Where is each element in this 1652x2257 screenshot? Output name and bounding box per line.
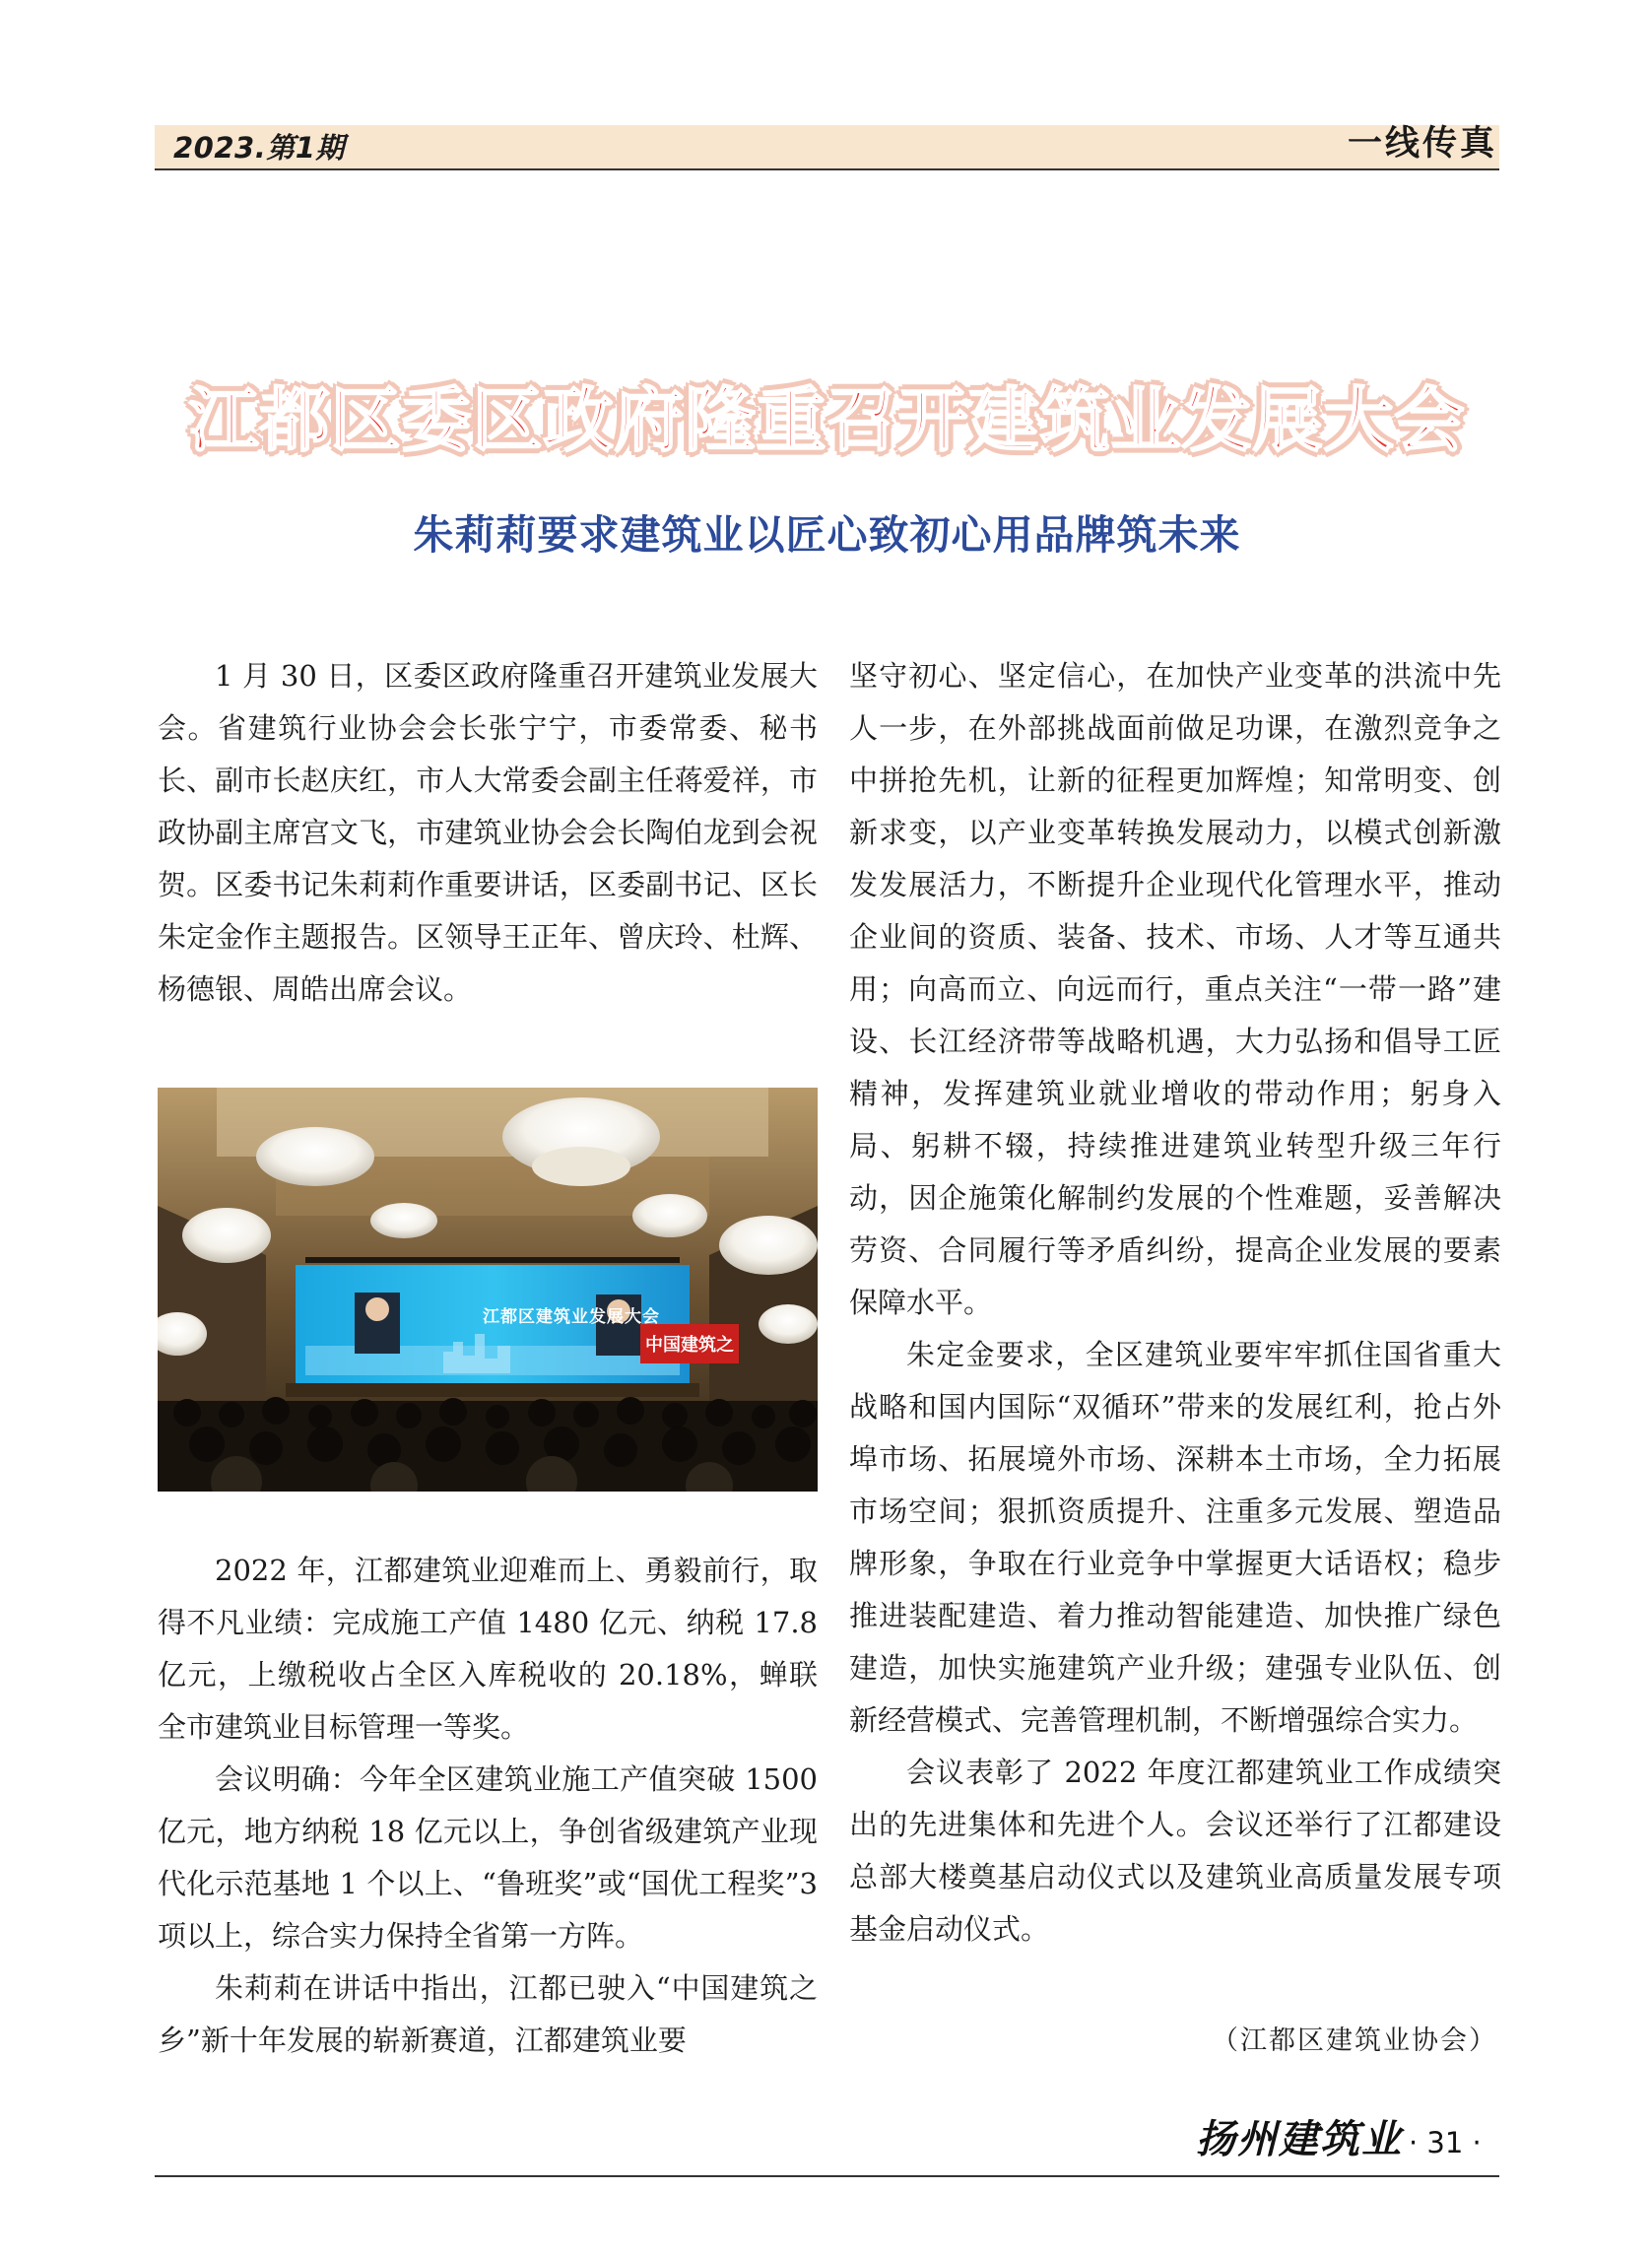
issue-label: 2023.第1期: [173, 131, 345, 165]
paragraph-6: 会议表彰了 2022 年度江都建筑业工作成绩突出的先进集体和先进个人。会议还举行了江都建设总部大楼奠基启动仪式以及建筑业高质量发展专项基金启动仪式。: [849, 1756, 1501, 1946]
article-source: （江都区建筑业协会）: [1212, 2025, 1497, 2056]
paragraph-4-continued: 坚守初心、坚定信心，在加快产业变革的洪流中先人一步，在外部挑战面前做足功课，在激烈竞争之中拼抢先机，让新的征程更加辉煌；知常明变、创新求变，以产业变革转换发展动力，以模式创新激发发展活力，不断提升企业现代化管理水平，推动企业间的资质、装备、技术、市场、人才等互通共用；向高而立、向远而行，重点关注“一带一路”建设、长江经济带等战略机遇，大力弘扬和倡导工匠精神，发挥建筑业就业增收的带动作用；躬身入局、躬耕不辍，持续推进建筑业转型升级三年行动，因企施策化解制约发展的个性难题，妥善解决劳资、合同履行等矛盾纠纷，提高企业发展的要素保障水平。: [849, 659, 1501, 1319]
screen-caption: 江都区建筑业发展大会: [483, 1307, 660, 1327]
banner-text: 中国建筑之: [645, 1335, 734, 1356]
paragraph-2: 2022 年，江都建筑业迎难而上、勇毅前行，取得不凡业绩：完成施工产值 1480 亿元、纳税 17.8 亿元，上缴税收占全区入库税收的 20.18%，蝉联全市建筑业目标管理一等奖。: [158, 1554, 818, 1744]
left-column-bottom: [158, 1545, 818, 2067]
header-rule: [155, 168, 1499, 170]
left-column-top: [158, 650, 818, 1016]
article-subtitle: 朱莉莉要求建筑业以匠心致初心用品牌筑未来: [413, 511, 1241, 559]
footer-rule: [155, 2175, 1499, 2177]
magazine-name: 扬州建筑业: [1196, 2116, 1403, 2162]
conference-photo: [158, 1088, 818, 1492]
column-label: 一线传真: [1347, 124, 1497, 164]
page-number: · 31 ·: [1409, 2126, 1482, 2159]
article-title: 江都区委区政府隆重召开建筑业发展大会: [188, 379, 1466, 461]
header-band: [155, 125, 1499, 168]
paragraph-1: 1 月 30 日，区委区政府隆重召开建筑业发展大会。省建筑行业协会会长张宁宁，市委常委、秘书长、副市长赵庆红，市人大常委会副主任蒋爱祥，市政协副主席宫文飞，市建筑业协会会长陶伯龙到会祝贺。区委书记朱莉莉作重要讲话，区委副书记、区长朱定金作主题报告。区领导王正年、曾庆玲、杜辉、杨德银、周皓出席会议。: [158, 659, 818, 1006]
paragraph-4: 朱莉莉在讲话中指出，江都已驶入“中国建筑之乡”新十年发展的崭新赛道，江都建筑业要: [158, 1971, 818, 2057]
conference-scene: [158, 1088, 818, 1492]
paragraph-5: 朱定金要求，全区建筑业要牢牢抓住国省重大战略和国内国际“双循环”带来的发展红利，抢占外埠市场、拓展境外市场、深耕本土市场，全力拓展市场空间；狠抓资质提升、注重多元发展、塑造品牌形象，争取在行业竞争中掌握更大话语权；稳步推进装配建造、着力推动智能建造、加快推广绿色建造，加快实施建筑产业升级；建强专业队伍、创新经营模式、完善管理机制，不断增强综合实力。: [849, 1338, 1501, 1737]
paragraph-3: 会议明确：今年全区建筑业施工产值突破 1500 亿元，地方纳税 18 亿元以上，争创省级建筑产业现代化示范基地 1 个以上、“鲁班奖”或“国优工程奖”3 项以上，综合实力保持全省第一方阵。: [158, 1762, 818, 1953]
right-column: [849, 650, 1501, 1956]
